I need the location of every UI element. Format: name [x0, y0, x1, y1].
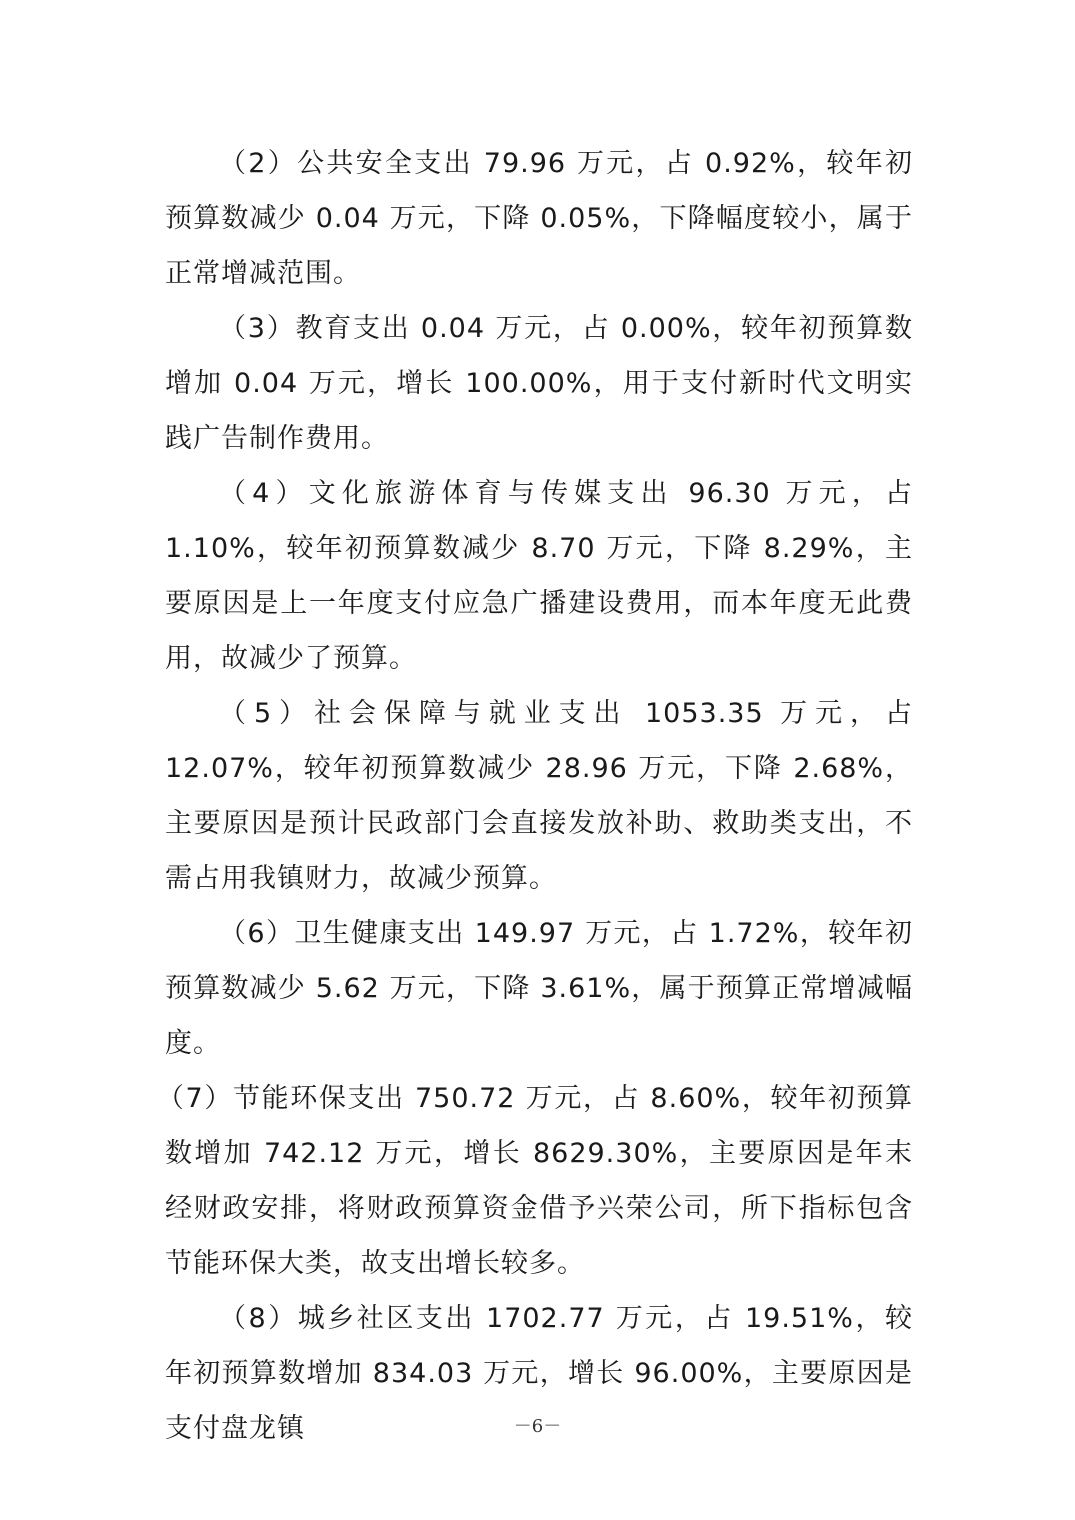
- paragraph-urban-rural: （8）城乡社区支出 1702.77 万元，占 19.51%，较年初预算数增加 834.03 万元，增长 96.00%，主要原因是支付盘龙镇: [165, 1303, 913, 1444]
- paragraph-education: （3）教育支出 0.04 万元，占 0.00%，较年初预算数增加 0.04 万元，增长 100.00%，用于支付新时代文明实践广告制作费用。: [165, 313, 913, 454]
- paragraph-social-security: （5）社会保障与就业支出 1053.35 万元，占 12.07%，较年初预算数减少 28.96 万元，下降 2.68%，主要原因是预计民政部门会直接发放补助、救助类支出，不需占用我镇财力，故减少预算。: [165, 698, 913, 894]
- paragraph-health: （6）卫生健康支出 149.97 万元，占 1.72%，较年初预算数减少 5.62 万元，下降 3.61%，属于预算正常增减幅度。: [165, 918, 913, 1059]
- paragraph-culture-tourism: （4）文化旅游体育与传媒支出 96.30 万元，占 1.10%，较年初预算数减少 8.70 万元，下降 8.29%，主要原因是上一年度支付应急广播建设费用，而本年度无此费用，故减少了预算。: [165, 478, 913, 674]
- paragraph-energy-environment: （7）节能环保支出 750.72 万元，占 8.60%，较年初预算数增加 742.12 万元，增长 8629.30%，主要原因是年末经财政安排，将财政预算资金借予兴荣公司，所下指标包含节能环保大类，故支出增长较多。: [156, 1083, 913, 1279]
- document-body: [156, 136, 913, 1456]
- paragraph-public-security: （2）公共安全支出 79.96 万元，占 0.92%，较年初预算数减少 0.04 万元，下降 0.05%，下降幅度较小，属于正常增减范围。: [165, 148, 913, 289]
- page-number: －6－: [513, 1416, 562, 1437]
